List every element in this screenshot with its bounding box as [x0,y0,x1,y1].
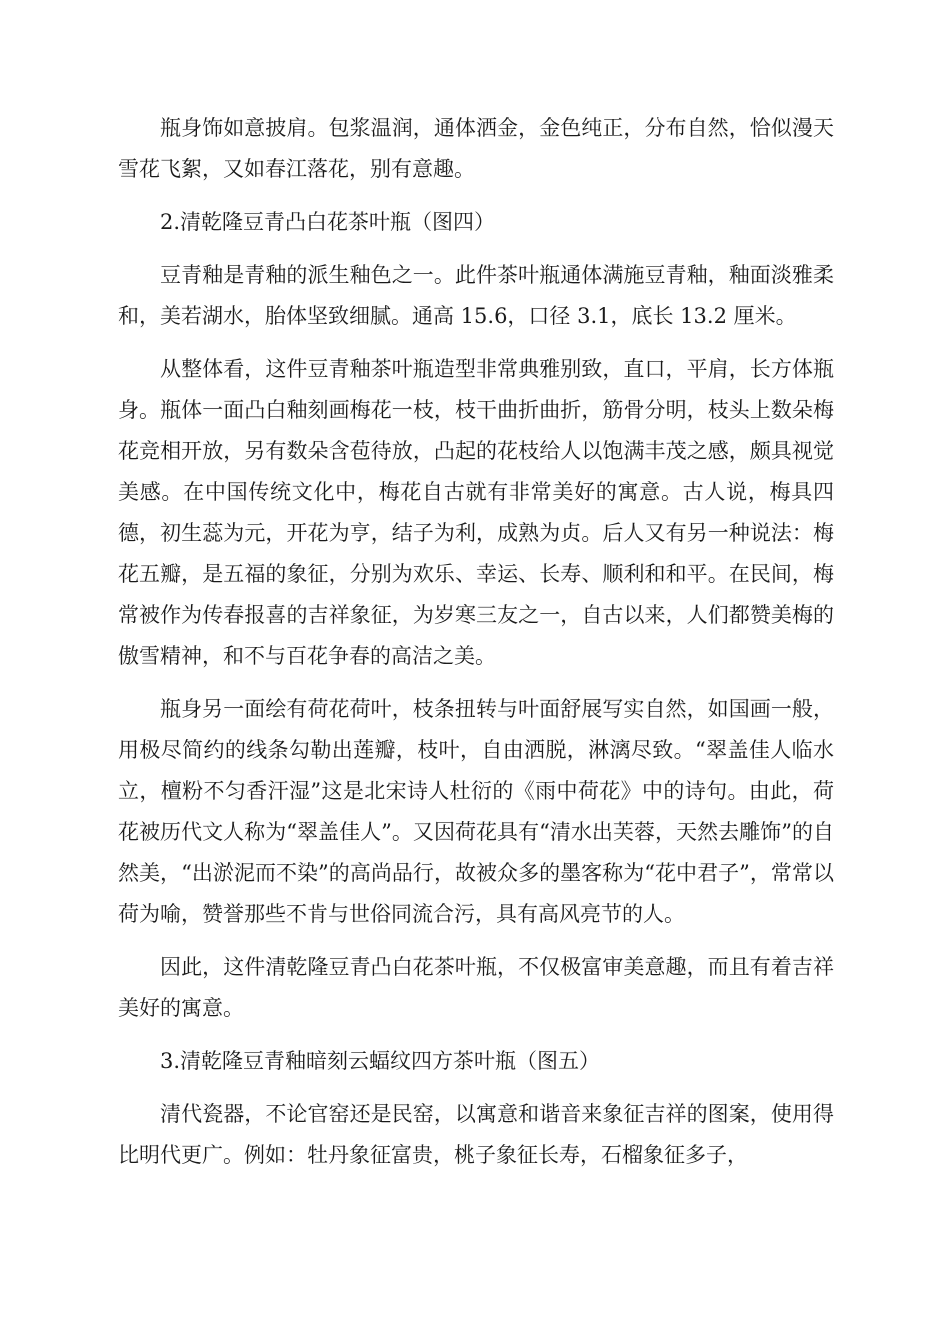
paragraph-lotus: 瓶身另一面绘有荷花荷叶，枝条扭转与叶面舒展写实自然，如国画一般，用极尽简约的线条勾勒出莲瓣，枝叶，自由洒脱，淋漓尽致。“翠盖佳人临水立，檀粉不匀香汗湿”这是北宋诗人杜衍的《雨中荷花》中的诗句。由此，荷花被历代文人称为“翠盖佳人”。又因荷花具有“清水出芙蓉，天然去雕饰”的自然美，“出淤泥而不染”的高尚品行，故被众多的墨客称为“花中君子”，常常以荷为喻，赞誉那些不肯与世俗同流合污，具有高风亮节的人。 [118,697,834,926]
paragraph-vase-shoulder: 瓶身饰如意披肩。包浆温润，通体洒金，金色纯正，分布自然，恰似漫天雪花飞絮，又如春江落花，别有意趣。 [118,116,834,181]
paragraph-conclusion: 因此，这件清乾隆豆青凸白花茶叶瓶，不仅极富审美意趣，而且有着吉祥美好的寓意。 [118,955,834,1020]
section-heading-2: 2.清乾隆豆青凸白花茶叶瓶（图四） [160,210,496,234]
paragraph-plum-blossom: 从整体看，这件豆青釉茶叶瓶造型非常典雅别致，直口，平肩，长方体瓶身。瓶体一面凸白釉刻画梅花一枝，枝干曲折曲折，筋骨分明，枝头上数朵梅花竞相开放，另有数朵含苞待放，凸起的花枝给人以饱满丰茂之感，颇具视觉美感。在中国传统文化中，梅花自古就有非常美好的寓意。古人说，梅具四德，初生蕊为元，开花为亨，结子为利，成熟为贞。后人又有另一种说法：梅花五瓣，是五福的象征，分别为欢乐、幸运、长寿、顺利和和平。在民间，梅常被作为传春报喜的吉祥象征，为岁寒三友之一，自古以来，人们都赞美梅的傲雪精神，和不与百花争春的高洁之美。 [118,357,834,668]
paragraph-qing-porcelain: 清代瓷器，不论官窑还是民窑，以寓意和谐音来象征吉祥的图案，使用得比明代更广。例如：牡丹象征富贵，桃子象征长寿，石榴象征多子， [118,1102,834,1167]
document-body [118,108,834,1188]
paragraph-douqing-glaze: 豆青釉是青釉的派生釉色之一。此件茶叶瓶通体满施豆青釉，釉面淡雅柔和，美若湖水，胎体坚致细腻。通高 15.6，口径 3.1，底长 13.2 厘米。 [118,263,834,328]
section-heading-3: 3.清乾隆豆青釉暗刻云蝠纹四方茶叶瓶（图五） [160,1049,601,1073]
